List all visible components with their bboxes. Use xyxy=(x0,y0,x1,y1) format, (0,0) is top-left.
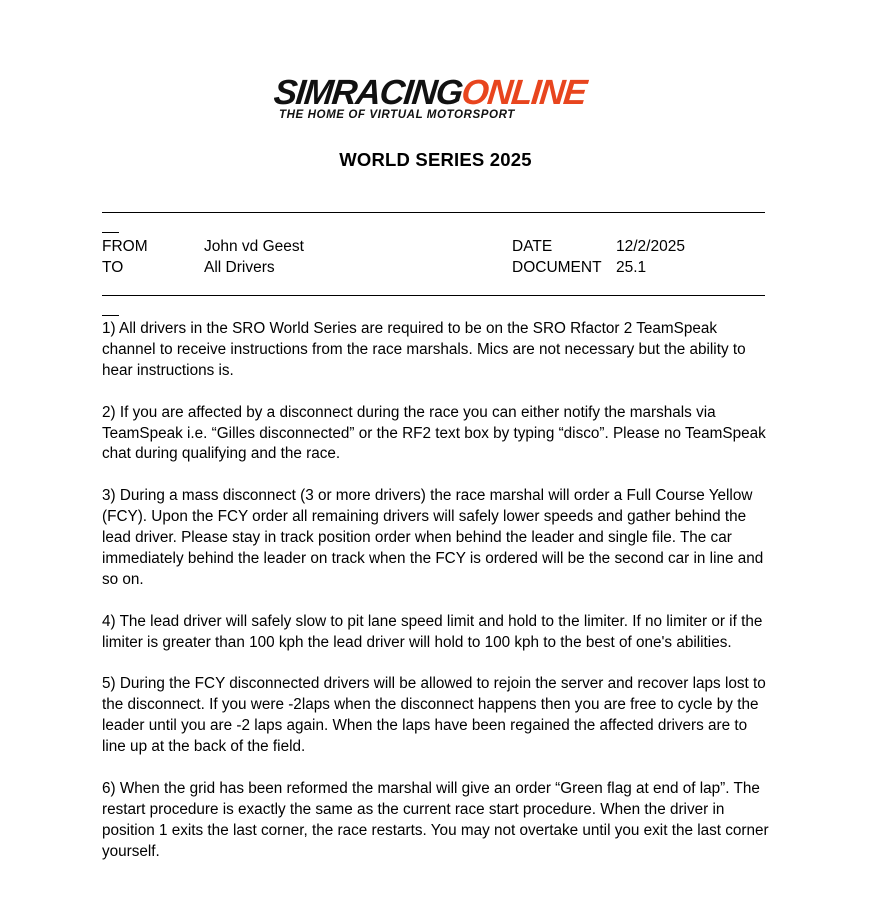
document-title: WORLD SERIES 2025 xyxy=(339,149,532,170)
top-divider-stub xyxy=(102,232,119,233)
top-divider-line xyxy=(102,212,765,213)
logo-wordmark-online: ONLINE xyxy=(459,73,588,112)
date-label: DATE xyxy=(512,238,553,255)
date-value: 12/2/2025 xyxy=(616,238,685,255)
document-value: 25.1 xyxy=(616,259,647,276)
bottom-divider-line xyxy=(102,295,765,296)
paragraph-6: 6) When the grid has been reformed the marshal will give an order “Green flag at end of lap”. The restart procedure is exactly the same as the current race start procedure. When the driver in position 1 exits the last corner, the race restarts. You may not overtake until you exit the last corner yourself. xyxy=(102,779,769,860)
logo-tagline: THE HOME OF VIRTUAL MOTORSPORT xyxy=(279,108,515,121)
paragraph-5: 5) During the FCY disconnected drivers will be allowed to rejoin the server and recover laps lost to the disconnect. If you were -2laps when the disconnect happens then you are free to cycle by the leader until you are -2 laps again. When the laps have been regained the affected drivers are to line up at the back of the field. xyxy=(102,675,766,756)
bottom-divider-stub xyxy=(102,315,119,316)
from-value: John vd Geest xyxy=(204,238,304,255)
to-label: TO xyxy=(102,259,124,276)
paragraph-2: 2) If you are affected by a disconnect during the race you can either notify the marshals via TeamSpeak i.e. “Gilles disconnected” or the RF2 text box by typing “disco”. Please no TeamSpeak chat during qualifying and the race. xyxy=(102,403,766,463)
logo-wordmark xyxy=(272,74,588,112)
document-label: DOCUMENT xyxy=(512,259,602,276)
simracingonline-logo xyxy=(272,73,596,124)
to-value: All Drivers xyxy=(204,259,275,276)
paragraph-4: 4) The lead driver will safely slow to pit lane speed limit and hold to the limiter. If no limiter or if the limiter is greater than 100 kph the lead driver will hold to 100 kph to the best of one's abilities. xyxy=(102,612,763,651)
paragraph-1: 1) All drivers in the SRO World Series are required to be on the SRO Rfactor 2 TeamSpeak channel to receive instructions from the race marshals. Mics are not necessary but the ability to hear instructions is. xyxy=(102,320,746,379)
logo-wordmark-sim: SIMRACING xyxy=(272,73,464,112)
paragraph-3: 3) During a mass disconnect (3 or more drivers) the race marshal will order a Full Course Yellow (FCY). Upon the FCY order all remaining drivers will safely lower speeds and gather behind the lead driver. Please stay in track position order when behind the leader and single file. The car immediately behind the leader on track when the FCY is ordered will be the second car in line and so on. xyxy=(102,487,764,588)
from-label: FROM xyxy=(102,238,148,255)
document-body xyxy=(102,319,774,883)
